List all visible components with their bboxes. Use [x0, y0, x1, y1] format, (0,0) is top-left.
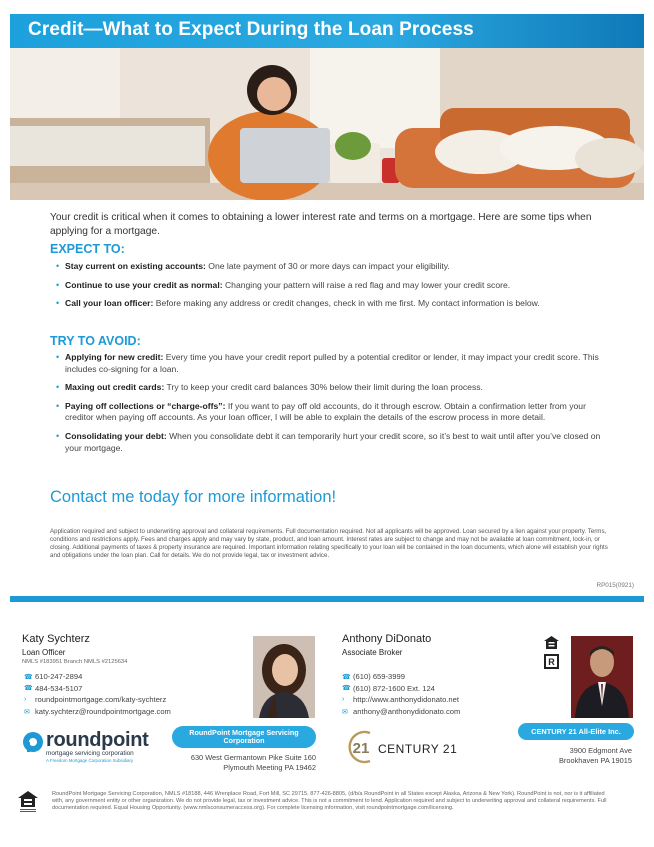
agent2-address	[480, 746, 632, 766]
agent2-contact-list	[342, 671, 460, 717]
expect-item-text: Changing your pattern will raise a red flag and may lower your credit score.	[222, 279, 511, 290]
agent1-role: Loan Officer	[22, 648, 66, 657]
century21-numeral: 21	[352, 740, 370, 757]
phone-icon: ☎	[342, 673, 351, 681]
svg-text:R: R	[548, 657, 555, 667]
agent2-contact-item	[342, 683, 460, 695]
agent1-contact-item	[24, 683, 171, 695]
expect-heading: EXPECT TO:	[50, 242, 125, 256]
agent2-contact-text: (610) 659-3999	[353, 672, 405, 682]
document-code: RP015(0921)	[596, 582, 634, 589]
agent1-contact-item[interactable]	[24, 694, 171, 706]
expect-item	[56, 261, 616, 273]
roundpoint-company-button: RoundPoint Mortgage Servicing Corporation	[172, 726, 316, 748]
disclaimer-text: Application required and subject to underwriting approval and collateral requirements. Full documentation required. Not all applicants will be approved. Loan secured by a lien against your property. Terms, conditions and restrictions apply. Fees and charges apply and may vary by state, product, and loan amount. Interest rates are subject to change and may not be available at loan commitment, lock-in, or closing. Additional payments of taxes & property insurance are required. Important information relating specifically to your loan will be contained in the loan documents, which alone will establish your rights and obligations under the loan plan. Call for details. We do not provide legal, tax or investment advice.	[50, 528, 608, 560]
expect-list	[56, 261, 616, 317]
avoid-list	[56, 352, 616, 461]
expect-item-text: One late payment of 30 or more days can impact your eligibility.	[205, 261, 450, 271]
avoid-item-title: Paying off collections or “charge-offs”:	[65, 400, 226, 411]
avoid-item-title: Maxing out credit cards:	[65, 382, 165, 393]
divider-bar	[10, 596, 644, 602]
expect-item-text: Before making any address or credit changes, check in with me first. My contact information is below.	[153, 298, 540, 309]
phone-icon: ☎	[342, 685, 351, 693]
agent1-address-line1: 630 West Germantown Pike Suite 160	[190, 753, 316, 762]
century21-company-button: CENTURY 21 All-Elite Inc.	[518, 723, 634, 740]
agent2-contact-text: anthony@anthonydidonato.com	[353, 707, 461, 717]
roundpoint-logo-subtitle: mortgage servicing corporation	[46, 750, 134, 757]
agent1-photo	[253, 636, 315, 718]
avoid-item	[56, 431, 616, 454]
phone-icon: ☎	[24, 685, 33, 693]
avoid-item-title: Consolidating your debt:	[65, 430, 167, 441]
equal-housing-icon	[544, 636, 559, 649]
agent1-nmls: NMLS #183951 Branch NMLS #2125634	[22, 659, 128, 665]
agent1-contact-text: roundpointmortgage.com/katy-sychterz	[35, 695, 167, 705]
roundpoint-logo-icon	[22, 731, 44, 758]
agent1-contact-text: katy.sychterz@roundpointmortgage.com	[35, 707, 171, 717]
avoid-item-text: If you want to pay off old accounts, do it through escrow. Obtain a confirmation letter from your creditor when paying off accounts. As your loan officer, I will be able to explain the details of the escrow process in more detail.	[65, 400, 586, 423]
expect-item-title: Call your loan officer:	[65, 298, 154, 309]
agent2-address-line2: Brookhaven PA 19015	[558, 756, 632, 765]
avoid-item	[56, 382, 616, 394]
agent1-address-line2: Plymouth Meeting PA 19462	[223, 763, 316, 772]
agent1-contact-text: 484-534-5107	[35, 683, 83, 693]
equal-housing-footer-icon	[18, 791, 38, 818]
avoid-item	[56, 352, 616, 375]
century21-logo-word: CENTURY 21	[378, 742, 458, 756]
hero-photo	[10, 48, 644, 200]
agent1-name: Katy Sychterz	[22, 633, 90, 645]
agent1-contact-item	[24, 671, 171, 683]
agent2-contact-item[interactable]	[342, 694, 460, 706]
web-icon: ›	[24, 696, 27, 704]
avoid-item-text: Every time you have your credit report pulled by a potential creditor or lender, it may impact your credit score. This includes co-signing for a loan.	[65, 352, 599, 374]
agent2-contact-text: (610) 872-1600 Ext. 124	[353, 683, 435, 693]
avoid-item-text: When you consolidate debt it can temporarily hurt your credit score, so it’s best to wait until after you’ve closed on your mortgage.	[65, 430, 601, 453]
page-title: Credit—What to Expect During the Loan Process	[28, 19, 474, 40]
agent2-name: Anthony DiDonato	[342, 633, 432, 645]
footer-legal-text: RoundPoint Mortgage Servicing Corporation, NMLS #18188, 446 Wrenplace Road, Fort Mill, SC 29715. 877-426-8805, (d/b/a RoundPoint in all States except Alaska, Arizona & New York). RoundPoint is not, nor is it affiliated with, any government entity or other organization. We do not provide legal, tax or investment advice. This is not a commitment to lend. Application required and subject to underwriting approval and collateral requirements. Full documentation required. Equal Housing Opportunity. (www.nmlsconsumeraccess.org). For complete licensing information, visit roundpointmortgage.com/licensing.	[52, 791, 607, 811]
roundpoint-logo-word: roundpoint	[46, 729, 149, 751]
expect-item	[56, 298, 616, 310]
avoid-heading: TRY TO AVOID:	[50, 334, 141, 348]
email-icon: ✉	[342, 708, 348, 716]
agent2-contact-item[interactable]	[342, 706, 460, 718]
agent1-address	[170, 753, 316, 773]
agent1-contact-list	[24, 671, 171, 717]
contact-cta: Contact me today for more information!	[50, 488, 337, 506]
century21-logo-icon	[344, 729, 378, 770]
realtor-icon	[544, 654, 559, 669]
phone-icon: ☎	[24, 673, 33, 681]
intro-text: Your credit is critical when it comes to obtaining a lower interest rate and terms on a mortgage. Here are some tips when applying for a mortgage.	[50, 212, 592, 237]
roundpoint-logo-tagline: A Freedom Mortgage Corporation Subsidiary	[46, 758, 134, 763]
agent2-role: Associate Broker	[342, 648, 403, 657]
avoid-item	[56, 401, 616, 424]
title-banner	[10, 14, 644, 48]
avoid-item-text: Try to keep your credit card balances 30% below their limit during the loan process.	[164, 382, 483, 393]
web-icon: ›	[342, 696, 345, 704]
agent2-address-line1: 3900 Edgmont Ave	[569, 746, 632, 755]
agent2-contact-item	[342, 671, 460, 683]
agent1-contact-item[interactable]	[24, 706, 171, 718]
expect-item	[56, 280, 616, 292]
agent1-contact-text: 610-247-2894	[35, 672, 83, 682]
expect-item-title: Continue to use your credit as normal:	[65, 279, 223, 290]
agent2-contact-text: http://www.anthonydidonato.net	[353, 695, 459, 705]
avoid-item-title: Applying for new credit:	[65, 352, 164, 362]
expect-item-title: Stay current on existing accounts:	[65, 261, 206, 271]
agent2-photo	[571, 636, 633, 718]
email-icon: ✉	[24, 708, 30, 716]
